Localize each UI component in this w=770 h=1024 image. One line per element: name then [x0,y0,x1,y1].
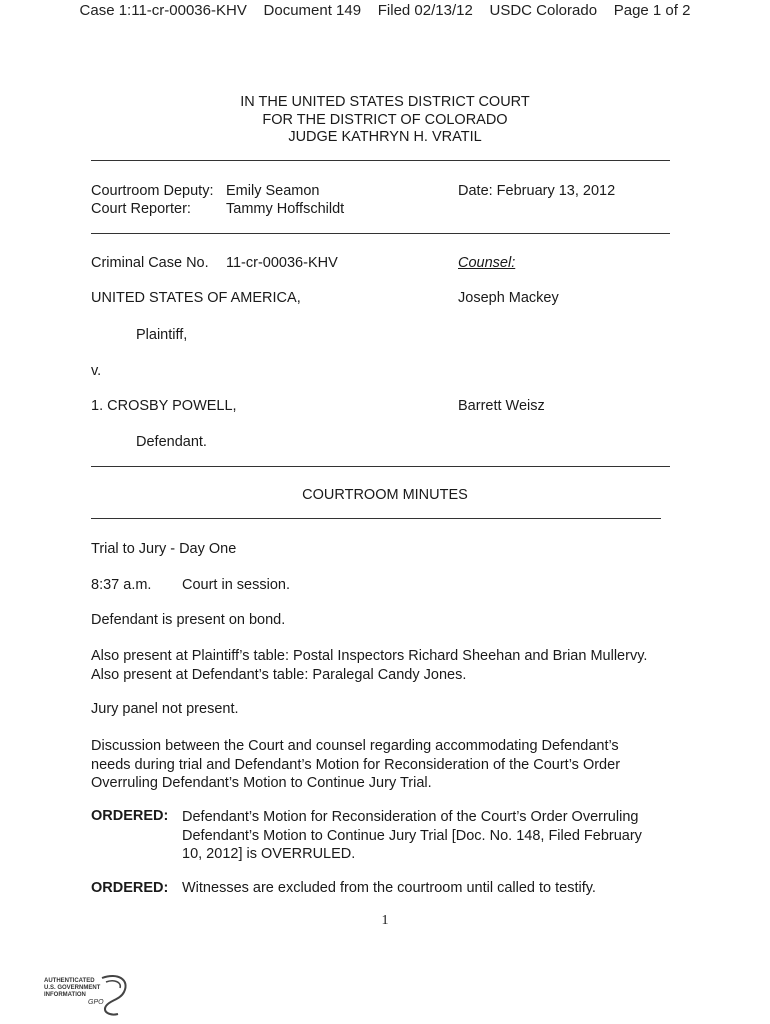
court-line-3: JUDGE KATHRYN H. VRATIL [288,129,482,145]
minutes-date: Date: February 13, 2012 [458,183,616,199]
plaintiff-counsel: Joseph Mackey [458,290,559,306]
order-1 [182,808,642,864]
page-number: 1 [381,913,389,928]
reporter-name: Tammy Hoffschildt [226,201,345,217]
defendant-counsel: Barrett Weisz [458,398,545,414]
discussion-line: Overruling Defendant’s Motion to Continue Jury Trial. [91,775,432,791]
defendant-name: 1. CROSBY POWELL, [91,398,237,414]
order-line: 10, 2012] is OVERRULED. [182,846,356,862]
reporter-label: Court Reporter: [91,201,191,217]
session-text: Court in session. [182,577,290,593]
versus: v. [91,363,102,379]
seal-line-3: INFORMATION [44,992,86,998]
header-filed: Filed 02/13/12 [377,2,473,19]
ordered-label: ORDERED: [91,880,169,896]
trial-day: Trial to Jury - Day One [91,541,237,557]
case-number: 11-cr-00036-KHV [226,255,338,271]
presence-notes [91,647,647,684]
header-case: Case 1:11-cr-00036-KHV [79,2,247,19]
header-document: Document 149 [263,2,362,19]
deputy-name: Emily Seamon [226,183,320,199]
divider [91,160,670,161]
plaintiff-name: UNITED STATES OF AMERICA, [91,290,301,306]
counsel-heading: Counsel: [458,255,516,271]
discussion-paragraph [91,737,620,793]
presence-plaintiff: Also present at Plaintiff’s table: Postal Inspectors Richard Sheehan and Brian Mullervy. [91,648,648,664]
minutes-title: COURTROOM MINUTES [302,487,468,503]
discussion-line: Discussion between the Court and counsel regarding accommodating Defendant’s [91,738,619,754]
header-court: USDC Colorado [489,2,598,19]
session-time: 8:37 a.m. [91,577,152,593]
plaintiff-role: Plaintiff, [136,327,188,343]
presence-defendant: Also present at Defendant’s table: Paralegal Candy Jones. [91,666,467,683]
bond-status: Defendant is present on bond. [91,612,286,628]
divider [91,466,670,467]
seal-line-2: U.S. GOVERNMENT [44,985,101,991]
order-line: Defendant’s Motion for Reconsideration of the Court’s Order Overruling [182,809,639,825]
ordered-label: ORDERED: [91,808,169,824]
deputy-label: Courtroom Deputy: [91,183,214,199]
discussion-line: needs during trial and Defendant’s Motion for Reconsideration of the Court’s Order [91,756,621,773]
divider [91,518,661,519]
divider [91,233,670,234]
header-page: Page 1 of 2 [613,2,691,19]
order-line: Defendant’s Motion to Continue Jury Trial [Doc. No. 148, Filed February [182,827,642,844]
court-heading [0,94,770,147]
filing-header [0,2,770,19]
seal-line-1: AUTHENTICATED [44,978,95,984]
jury-status: Jury panel not present. [91,701,239,717]
seal-line-4: GPO [88,999,104,1006]
defendant-role: Defendant. [136,434,207,450]
order-2: Witnesses are excluded from the courtroom until called to testify. [182,880,596,896]
court-line-2: FOR THE DISTRICT OF COLORADO [262,111,508,128]
case-label: Criminal Case No. [91,255,209,271]
gpo-authentication-seal [40,970,135,1020]
court-line-1: IN THE UNITED STATES DISTRICT COURT [240,94,530,110]
